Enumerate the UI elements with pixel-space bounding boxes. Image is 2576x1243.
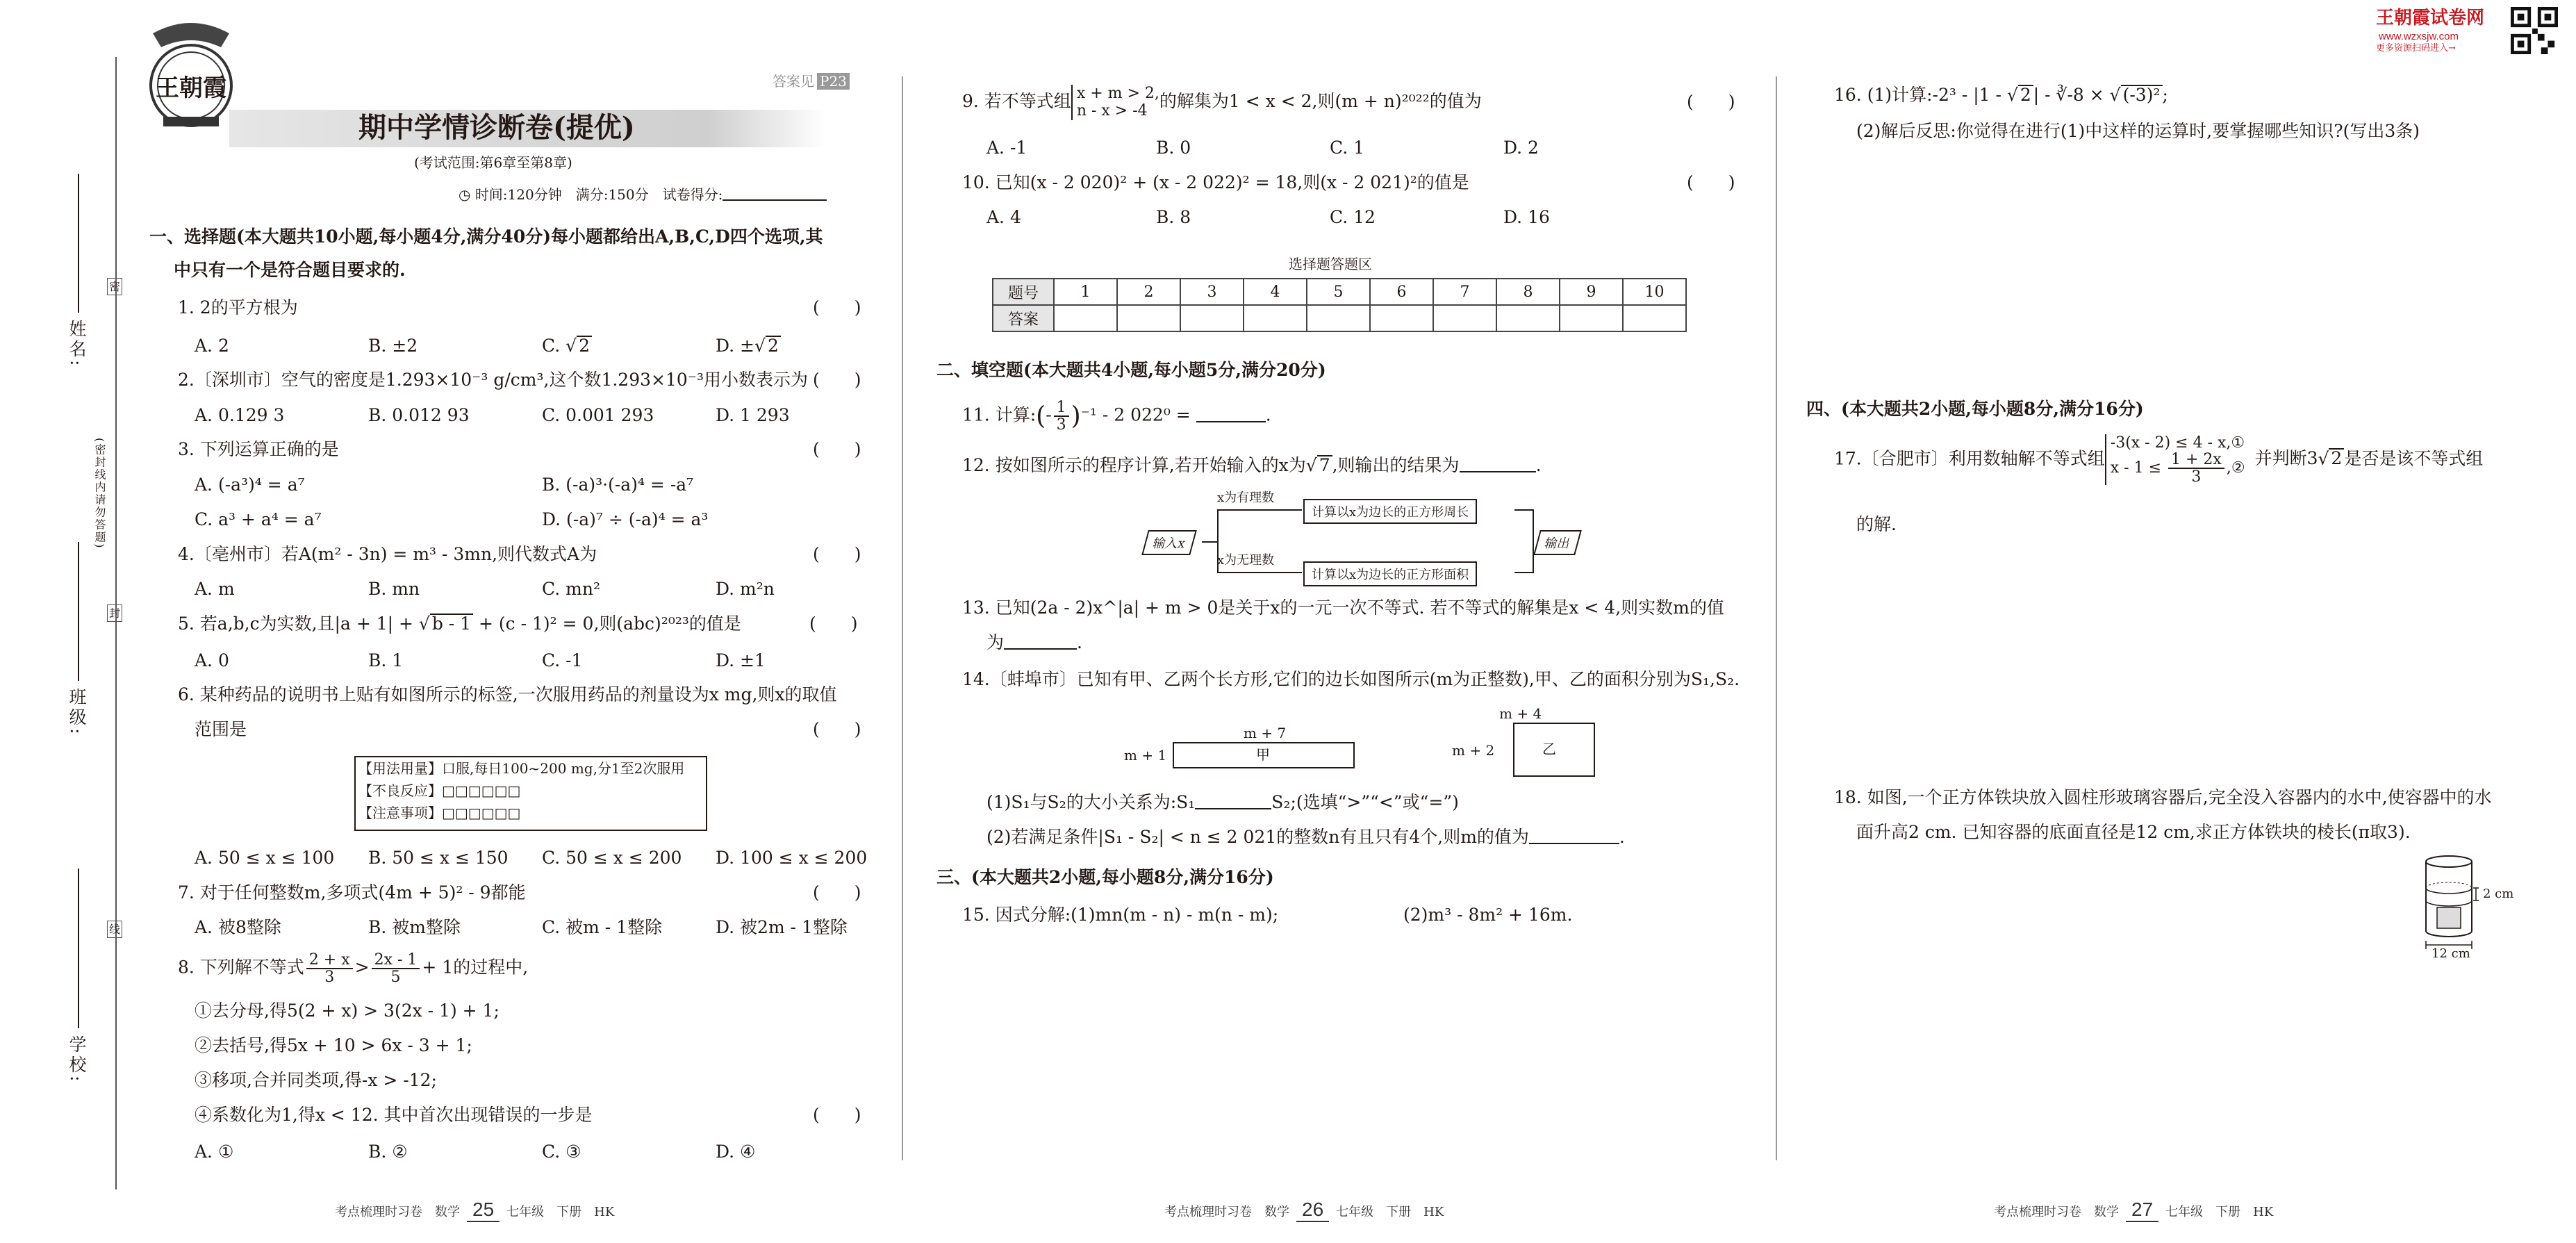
q8-d1: 3 (324, 969, 335, 987)
q9-stem-a: 9. 若不等式组 (962, 90, 1071, 111)
class-field[interactable] (78, 542, 79, 681)
q13-stem: 13. 已知(2a - 2)x^|a| + m > 0是关于x的一元一次不等式. 若不等式的解集是x < 4,则实数m的值 (962, 598, 1724, 618)
answer-table-col: 2 (1117, 279, 1180, 305)
sqrt-symbol: √ (754, 336, 766, 356)
q14-jia-height: m + 1 (1124, 747, 1167, 764)
flow-line (1202, 541, 1217, 543)
q9-stem-b: 的解集为1 < x < 2,则(m + n)²⁰²²的值为 (1159, 90, 1482, 111)
q2-option-a[interactable]: A. 0.129 3 (195, 405, 285, 425)
answer-table-title: 选择题答题区 (1289, 256, 1372, 272)
q4-option-c[interactable]: C. mn² (542, 579, 600, 599)
q1-stem: 1. 2的平方根为 (178, 297, 298, 318)
q6-label-usage: 【用法用量】口服,每日100~200 mg,分1至2次服用 (358, 760, 685, 777)
q4-stem: 4.〔亳州市〕若A(m² - 3n) = m³ - 3mn,则代数式A为 (178, 544, 597, 564)
q11-answer-field[interactable] (1196, 405, 1266, 422)
exam-scope: (考试范围:第6章至第8章) (414, 154, 572, 171)
section2-heading: 二、填空题(本大题共4小题,每小题5分,满分20分) (936, 360, 1326, 380)
q5-stem-a: 5. 若a,b,c为实数,且|a + 1| + (178, 614, 419, 634)
q2-option-d[interactable]: D. 1 293 (716, 405, 790, 425)
q8-option-b[interactable]: B. ② (368, 1142, 408, 1162)
q14-yi-label: 乙 (1542, 741, 1556, 757)
q1-c-radicand: 2 (577, 336, 592, 354)
q12-a: 12. 按如图所示的程序计算,若开始输入的x为 (962, 455, 1306, 475)
answer-table-col: 6 (1370, 279, 1433, 305)
section1-heading: 一、选择题(本大题共10小题,每小题4分,满分40分)每小题都给出A,B,C,D四个选项,其 (149, 227, 823, 247)
binding-line (115, 57, 117, 1190)
page-number: 25 (467, 1199, 499, 1222)
q11-n: 1 (1054, 400, 1069, 417)
seal-mark-2: 封 (107, 604, 122, 622)
brand-logo[interactable] (2376, 7, 2508, 56)
q5-bracket[interactable]: ( ) (809, 614, 858, 634)
q16-a: 16. (1)计算:-2³ - |1 - (1834, 85, 2007, 105)
q17-c: 并判断3 (2254, 448, 2318, 469)
cylinder-figure (2418, 853, 2529, 957)
answer-cell[interactable] (1244, 305, 1307, 331)
q9-option-b[interactable]: B. 0 (1156, 138, 1191, 158)
q14-jia-width: m + 7 (1244, 725, 1287, 741)
q5-stem-c: + (c - 1)² = 0,则(abc)²⁰²³的值是 (473, 614, 741, 634)
q13-b: 为 (986, 632, 1005, 652)
logo-text: 王朝霞 (156, 74, 226, 102)
footer-left: 考点梳理时习卷 数学 (335, 1205, 460, 1219)
q6-option-d[interactable]: D. 100 ≤ x ≤ 200 (716, 848, 868, 868)
clock-icon: ◷ (459, 186, 475, 203)
q17-stem (1834, 434, 2483, 485)
q17-row-1: -3(x - 2) ≤ 4 - x,① (2110, 434, 2245, 452)
q6-stem-2: 范围是 (195, 719, 247, 739)
q9-option-c[interactable]: C. 1 (1330, 138, 1365, 158)
q8-step-3: ③移项,合并同类项,得-x > -12; (195, 1070, 437, 1090)
logo (139, 19, 243, 131)
q1-bracket[interactable]: ( ) (813, 297, 861, 318)
flow-box-area: 计算以x为边长的正方形面积 (1303, 561, 1477, 586)
flow-irrational-label: x为无理数 (1217, 553, 1275, 568)
footer-right: 七年级 下册 HK (1336, 1205, 1444, 1219)
q2-stem: 2.〔深圳市〕空气的密度是1.293×10⁻³ g/cm³,这个数1.293×10⁻³用小数表示为 (178, 370, 808, 390)
q8-d2: 5 (390, 969, 401, 987)
q14-p2: (2)若满足条件|S₁ - S₂| < n ≤ 2 021的整数n有且只有4个,则m的值为 (986, 827, 1529, 847)
q3-bracket[interactable]: ( ) (813, 439, 861, 459)
page-divider-2 (1776, 76, 1777, 1160)
q16-e: ; (2162, 85, 2168, 105)
q9-row-2: n - x > -4 (1076, 102, 1148, 120)
q14-p2end: . (1619, 827, 1625, 847)
q12-stem (962, 455, 1542, 476)
q8-bracket[interactable]: ( ) (813, 1105, 861, 1125)
section3-heading: 三、(本大题共2小题,每小题8分,满分16分) (936, 867, 1274, 887)
answer-table-head-label: 题号 (993, 279, 1054, 305)
flow-line (1514, 509, 1534, 511)
page-number: 27 (2126, 1199, 2158, 1222)
q16-part-2: (2)解后反思:你觉得在进行(1)中这样的运算时,要掌握哪些知识?(写出3条) (1856, 121, 2420, 141)
q8-gt: > (354, 957, 370, 978)
q13-end: . (1077, 632, 1082, 652)
q3-option-b[interactable]: B. (-a)³·(-a)⁴ = -a⁷ (542, 475, 694, 495)
q2-bracket[interactable]: ( ) (813, 370, 861, 390)
flow-line (1217, 572, 1302, 573)
q17-frac (2168, 452, 2224, 485)
footer-left: 考点梳理时习卷 数学 (1994, 1205, 2119, 1219)
q10-bracket[interactable]: ( ) (1687, 172, 1735, 192)
q16-radicand-2: (-3)² (2121, 85, 2163, 104)
q11-stem (962, 400, 1271, 433)
q17-rn: 1 + 2x (2168, 452, 2224, 469)
q12-c: ,则输出的结果为 (1332, 455, 1460, 475)
q5-option-c[interactable]: C. -1 (542, 650, 583, 670)
q14-part-2 (986, 827, 1625, 848)
sqrt-symbol: √ (565, 336, 577, 356)
q5-option-a[interactable]: A. 0 (195, 650, 229, 670)
q1-option-b[interactable]: B. ±2 (368, 336, 418, 356)
answer-cell[interactable] (1054, 305, 1117, 331)
q12-radicand: 7 (1317, 455, 1332, 474)
answer-table-col: 10 (1623, 279, 1686, 305)
q17-r2a: x - 1 ≤ (2110, 459, 2167, 477)
q6-bracket[interactable]: ( ) (813, 719, 861, 739)
q12-answer-field[interactable] (1460, 455, 1536, 472)
q18-height-label: 2 cm (2483, 887, 2514, 901)
q17-row-2 (2111, 452, 2245, 485)
answer-table (992, 278, 1687, 332)
q8-option-d[interactable]: D. ④ (716, 1142, 756, 1162)
q12-end: . (1535, 455, 1542, 475)
answer-ref-label: 答案见 (773, 73, 814, 90)
q1-option-d[interactable] (716, 336, 781, 356)
q17-radicand: 2 (2329, 448, 2344, 467)
brand-sub: 更多资源扫码进入→ (2376, 43, 2456, 53)
answer-table-col: 8 (1496, 279, 1560, 305)
q17-r2b: ,② (2226, 459, 2245, 477)
q11-a: 11. 计算: (962, 404, 1037, 425)
q9-option-d[interactable]: D. 2 (1503, 138, 1539, 158)
sqrt-symbol: √ (418, 614, 430, 634)
q6-option-b[interactable]: B. 50 ≤ x ≤ 150 (368, 848, 509, 868)
qr-code-icon[interactable] (2511, 7, 2558, 54)
q2-option-b[interactable]: B. 0.012 93 (368, 405, 470, 425)
answer-table-header-row (993, 279, 1686, 305)
sqrt-symbol: √ (2109, 85, 2121, 105)
q11-paren-open: ( (1036, 402, 1046, 431)
score-field[interactable] (723, 187, 827, 201)
q8-stem-a: 8. 下列解不等式 (178, 957, 304, 978)
q7-option-d[interactable]: D. 被2m - 1整除 (716, 917, 848, 937)
q14-part-1 (986, 792, 1459, 813)
q9-bracket[interactable]: ( ) (1687, 92, 1735, 112)
q14-stem: 14.〔蚌埠市〕已知有甲、乙两个长方形,它们的边长如图所示(m为正整数),甲、乙的面积分别为S₁,S₂. (962, 669, 1740, 689)
q8-step-2: ②去括号,得5x + 10 > 6x - 3 + 1; (195, 1035, 472, 1055)
q7-bracket[interactable]: ( ) (813, 882, 861, 903)
q4-option-a[interactable]: A. m (195, 579, 235, 599)
footer-page-26 (1164, 1199, 1444, 1222)
q6-label-side-effects: 【不良反应】□□□□□□ (358, 782, 521, 799)
q8-option-a[interactable]: A. ① (195, 1142, 234, 1162)
q14-yi-width: m + 4 (1499, 705, 1542, 722)
answer-table-row-label: 答案 (993, 305, 1054, 331)
q11-end: . (1265, 404, 1271, 425)
q8-stem-b: + 1的过程中, (422, 957, 529, 978)
q17-rd: 3 (2191, 468, 2202, 486)
q17-stem-2: 的解. (1856, 514, 1897, 534)
q10-option-a[interactable]: A. 4 (986, 207, 1021, 227)
exam-meta (459, 186, 827, 203)
answer-table-col: 4 (1244, 279, 1307, 305)
q3-stem: 3. 下列运算正确的是 (178, 439, 339, 459)
name-label: 姓名: (67, 320, 87, 369)
answer-cell[interactable] (1117, 305, 1180, 331)
q7-stem: 7. 对于任何整数m,多项式(4m + 5)² - 9都能 (178, 882, 526, 903)
q11-c: ⁻¹ - 2 022⁰ = (1080, 404, 1196, 425)
q18-diameter-label: 12 cm (2431, 946, 2470, 961)
q10-option-b[interactable]: B. 8 (1156, 207, 1191, 227)
answer-cell[interactable] (1560, 305, 1623, 331)
q1-d-label: D. ± (716, 336, 754, 356)
q14-p2-field[interactable] (1529, 827, 1619, 844)
sqrt-symbol: √ (2006, 85, 2018, 105)
q8-frac-1 (306, 952, 353, 985)
seal-text: (密封线内请勿答题) (93, 438, 106, 550)
q17-system (2105, 434, 2245, 485)
q2-option-c[interactable]: C. 0.001 293 (542, 405, 654, 425)
q10-stem: 10. 已知(x - 2 020)² + (x - 2 022)² = 18,则(x - 2 021)²的值是 (962, 172, 1469, 192)
q13-stem-2 (986, 632, 1082, 653)
footer-right: 七年级 下册 HK (2165, 1205, 2274, 1219)
footer-page-27 (1994, 1199, 2273, 1222)
q15-part-2: (2)m³ - 8m² + 16m. (1403, 905, 1573, 925)
answer-ref-page[interactable]: P23 (817, 73, 850, 90)
seal-mark-3: 线 (107, 921, 122, 938)
brand-url: www.wzxsjw.com (2379, 31, 2459, 42)
q8-n2: 2x - 1 (372, 952, 420, 969)
q7-option-c[interactable]: C. 被m - 1整除 (542, 917, 663, 937)
sqrt-symbol: √ (2318, 448, 2329, 469)
q10-option-d[interactable]: D. 16 (1503, 207, 1550, 227)
footer-page-25 (335, 1199, 614, 1222)
exam-meta-text: 时间:120分钟 满分:150分 试卷得分: (474, 186, 723, 203)
page-divider-1 (902, 76, 903, 1160)
q8-n1: 2 + x (306, 952, 353, 969)
q6-option-c[interactable]: C. 50 ≤ x ≤ 200 (542, 848, 682, 868)
q1-d-radicand: 2 (766, 336, 781, 354)
q16-radicand-1: 2 (2018, 85, 2033, 104)
sqrt-symbol: √ (1305, 455, 1317, 475)
q4-option-d[interactable]: D. m²n (716, 579, 775, 599)
q8-step-1: ①去分母,得5(2 + x) > 3(2x - 1) + 1; (195, 1001, 499, 1021)
brand-name: 王朝霞试卷网 (2376, 7, 2485, 28)
school-label: 学校: (67, 1035, 87, 1085)
q9-row-1: x + m > 2, (1076, 85, 1159, 102)
class-label: 班级: (67, 688, 87, 737)
school-field[interactable] (78, 869, 79, 1028)
q14-jia-label: 甲 (1256, 746, 1270, 763)
q3-option-a[interactable]: A. (-a³)⁴ = a⁷ (195, 475, 305, 495)
answer-table-col: 1 (1054, 279, 1117, 305)
answer-cell[interactable] (1180, 305, 1244, 331)
q8-stem (178, 952, 528, 985)
q14-yi-height: m + 2 (1452, 742, 1495, 759)
q6-label-notes: 【注意事项】□□□□□□ (358, 805, 521, 821)
q14-p1b: S₂;(选填“>”“<”或“=”) (1271, 792, 1459, 812)
q4-option-b[interactable]: B. mn (368, 579, 420, 599)
q9-stem (962, 85, 1482, 120)
q11-paren-close: ) (1071, 402, 1081, 431)
q18-stem-2: 面升高2 cm. 已知容器的底面直径是12 cm,求正方体铁块的棱长(π取3). (1856, 822, 2411, 842)
q11-frac (1054, 400, 1069, 433)
answer-cell[interactable] (1496, 305, 1560, 331)
page-number: 26 (1296, 1199, 1329, 1222)
seal-mark-1: 密 (107, 278, 122, 295)
q11-d: 3 (1056, 416, 1066, 434)
q3-option-d[interactable]: D. (-a)⁷ ÷ (-a)⁴ = a³ (542, 509, 709, 529)
q7-option-b[interactable]: B. 被m整除 (368, 917, 461, 937)
q1-option-a[interactable]: A. 2 (195, 336, 229, 356)
q6-stem: 6. 某种药品的说明书上贴有如图所示的标签,一次服用药品的剂量设为x mg,则x的取值 (178, 684, 837, 705)
q13-answer-field[interactable] (1004, 632, 1077, 650)
section4-heading: 四、(本大题共2小题,每小题8分,满分16分) (1806, 399, 2144, 419)
q14-p1-field[interactable] (1195, 792, 1271, 809)
q5-option-b[interactable]: B. 1 (368, 650, 404, 670)
answer-cell[interactable] (1370, 305, 1433, 331)
page-title: 期中学情诊断卷(提优) (358, 111, 635, 144)
answer-table-col: 7 (1433, 279, 1496, 305)
q5-radicand: b - 1 (430, 614, 473, 632)
q9-system (1071, 85, 1159, 120)
footer-right: 七年级 下册 HK (506, 1205, 615, 1219)
footer-left: 考点梳理时习卷 数学 (1164, 1205, 1289, 1219)
q18-stem: 18. 如图,一个正方体铁块放入圆柱形玻璃容器后,完全没入容器内的水中,使容器中的水 (1834, 787, 2492, 807)
q8-step-4: ④系数化为1,得x < 12. 其中首次出现错误的一步是 (195, 1105, 593, 1125)
q6-option-a[interactable]: A. 50 ≤ x ≤ 100 (195, 848, 335, 868)
q4-bracket[interactable]: ( ) (813, 544, 861, 564)
q1-c-label: C. (542, 336, 566, 356)
answer-table-answer-row (993, 305, 1686, 331)
flow-line (1217, 509, 1302, 511)
q16-part-1 (1834, 85, 2168, 106)
flow-line (1533, 509, 1534, 573)
q16-c: | - ∛-8 × (2033, 85, 2110, 105)
q7-option-a[interactable]: A. 被8整除 (195, 917, 281, 937)
q10-option-c[interactable]: C. 12 (1330, 207, 1376, 227)
answer-table-col: 5 (1307, 279, 1370, 305)
answer-table-col: 3 (1180, 279, 1244, 305)
q8-option-c[interactable]: C. ③ (542, 1142, 581, 1162)
q9-option-a[interactable]: A. -1 (986, 138, 1027, 158)
name-field[interactable] (78, 174, 79, 313)
flow-input: 输入x (1141, 530, 1197, 555)
q8-frac-2 (372, 952, 420, 985)
q17-e: 是否是该不等式组 (2344, 448, 2484, 469)
answer-cell[interactable] (1433, 305, 1496, 331)
answer-ref (773, 73, 850, 90)
flow-box-perimeter: 计算以x为边长的正方形周长 (1303, 499, 1477, 524)
section1-heading-2: 中只有一个是符合题目要求的. (174, 260, 406, 280)
answer-cell[interactable] (1307, 305, 1370, 331)
q14-p1: (1)S₁与S₂的大小关系为:S₁ (986, 792, 1196, 812)
answer-cell[interactable] (1623, 305, 1686, 331)
flow-output: 输出 (1533, 530, 1582, 555)
q11-neg: - (1046, 404, 1052, 425)
q15-part-1: 15. 因式分解:(1)mn(m - n) - m(n - m); (962, 905, 1279, 925)
q5-stem (178, 614, 741, 634)
q17-a: 17.〔合肥市〕利用数轴解不等式组 (1834, 448, 2105, 469)
q3-option-c[interactable]: C. a³ + a⁴ = a⁷ (195, 509, 322, 529)
flow-line (1514, 572, 1534, 573)
answer-table-col: 9 (1560, 279, 1623, 305)
q1-option-c[interactable] (542, 336, 592, 356)
q5-option-d[interactable]: D. ±1 (716, 650, 766, 670)
flow-rational-label: x为有理数 (1217, 491, 1275, 505)
